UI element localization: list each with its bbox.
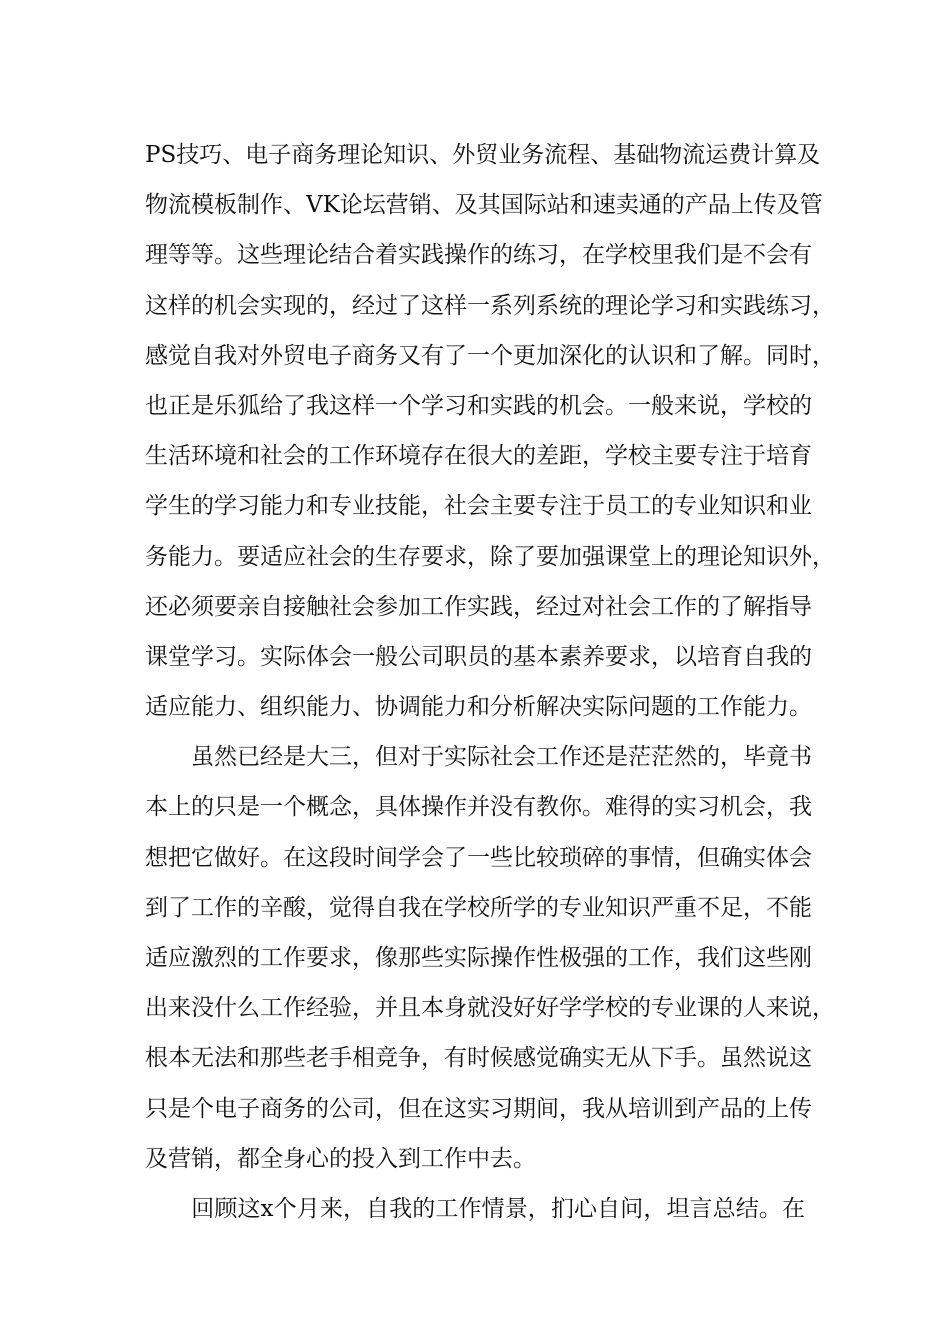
text-line: 适应能力、组织能力、协调能力和分析解决实际问题的工作能力。: [145, 694, 812, 721]
text-line: 虽然已经是大三，但对于实际社会工作还是茫茫然的，毕竟书: [145, 744, 812, 771]
text-line: 务能力。要适应社会的生存要求，除了要加强课堂上的理论知识外，: [145, 543, 835, 570]
text-line: 生活环境和社会的工作环境存在很大的差距，学校主要专注于培育: [145, 443, 812, 470]
text-line: 这样的机会实现的，经过了这样一系列系统的理论学习和实践练习，: [145, 292, 835, 319]
text-line: 理等等。这些理论结合着实践操作的练习，在学校里我们是不会有: [145, 242, 812, 269]
paragraph-1: [145, 130, 835, 732]
text-line: 只是个电子商务的公司，但在这实习期间，我从培训到产品的上传: [145, 1095, 812, 1122]
text-line: 物流模板制作、VK论坛营销、及其国际站和速卖通的产品上传及管: [145, 192, 823, 219]
text-line: 还必须要亲自接触社会参加工作实践，经过对社会工作的了解指导: [145, 593, 812, 620]
text-line: 根本无法和那些老手相竞争，有时候感觉确实无从下手。虽然说这: [145, 1045, 812, 1072]
text-line: 及营销，都全身心的投入到工作中去。: [145, 1145, 536, 1172]
text-line: 课堂学习。实际体会一般公司职员的基本素养要求，以培育自我的: [145, 643, 812, 670]
text-line: 也正是乐狐给了我这样一个学习和实践的机会。一般来说，学校的: [145, 392, 812, 419]
text-line: 回顾这x个月来，自我的工作情景，扪心自问，坦言总结。在: [145, 1195, 805, 1222]
document-body: [145, 130, 835, 1234]
text-line: 感觉自我对外贸电子商务又有了一个更加深化的认识和了解。同时，: [145, 342, 835, 369]
text-line: 想把它做好。在这段时间学会了一些比较琐碎的事情，但确实体会: [145, 844, 812, 871]
text-line: 本上的只是一个概念，具体操作并没有教你。难得的实习机会，我: [145, 794, 812, 821]
text-line: 适应激烈的工作要求，像那些实际操作性极强的工作，我们这些刚: [145, 945, 812, 971]
text-line: PS技巧、电子商务理论知识、外贸业务流程、基础物流运费计算及: [145, 142, 821, 168]
text-line: 学生的学习能力和专业技能，社会主要专注于员工的专业知识和业: [145, 493, 812, 520]
paragraph-2: [145, 732, 835, 1184]
paragraph-3: [145, 1184, 805, 1234]
text-line: 出来没什么工作经验，并且本身就没好好学学校的专业课的人来说，: [145, 995, 835, 1022]
text-line: 到了工作的辛酸，觉得自我在学校所学的专业知识严重不足，不能: [145, 894, 812, 921]
